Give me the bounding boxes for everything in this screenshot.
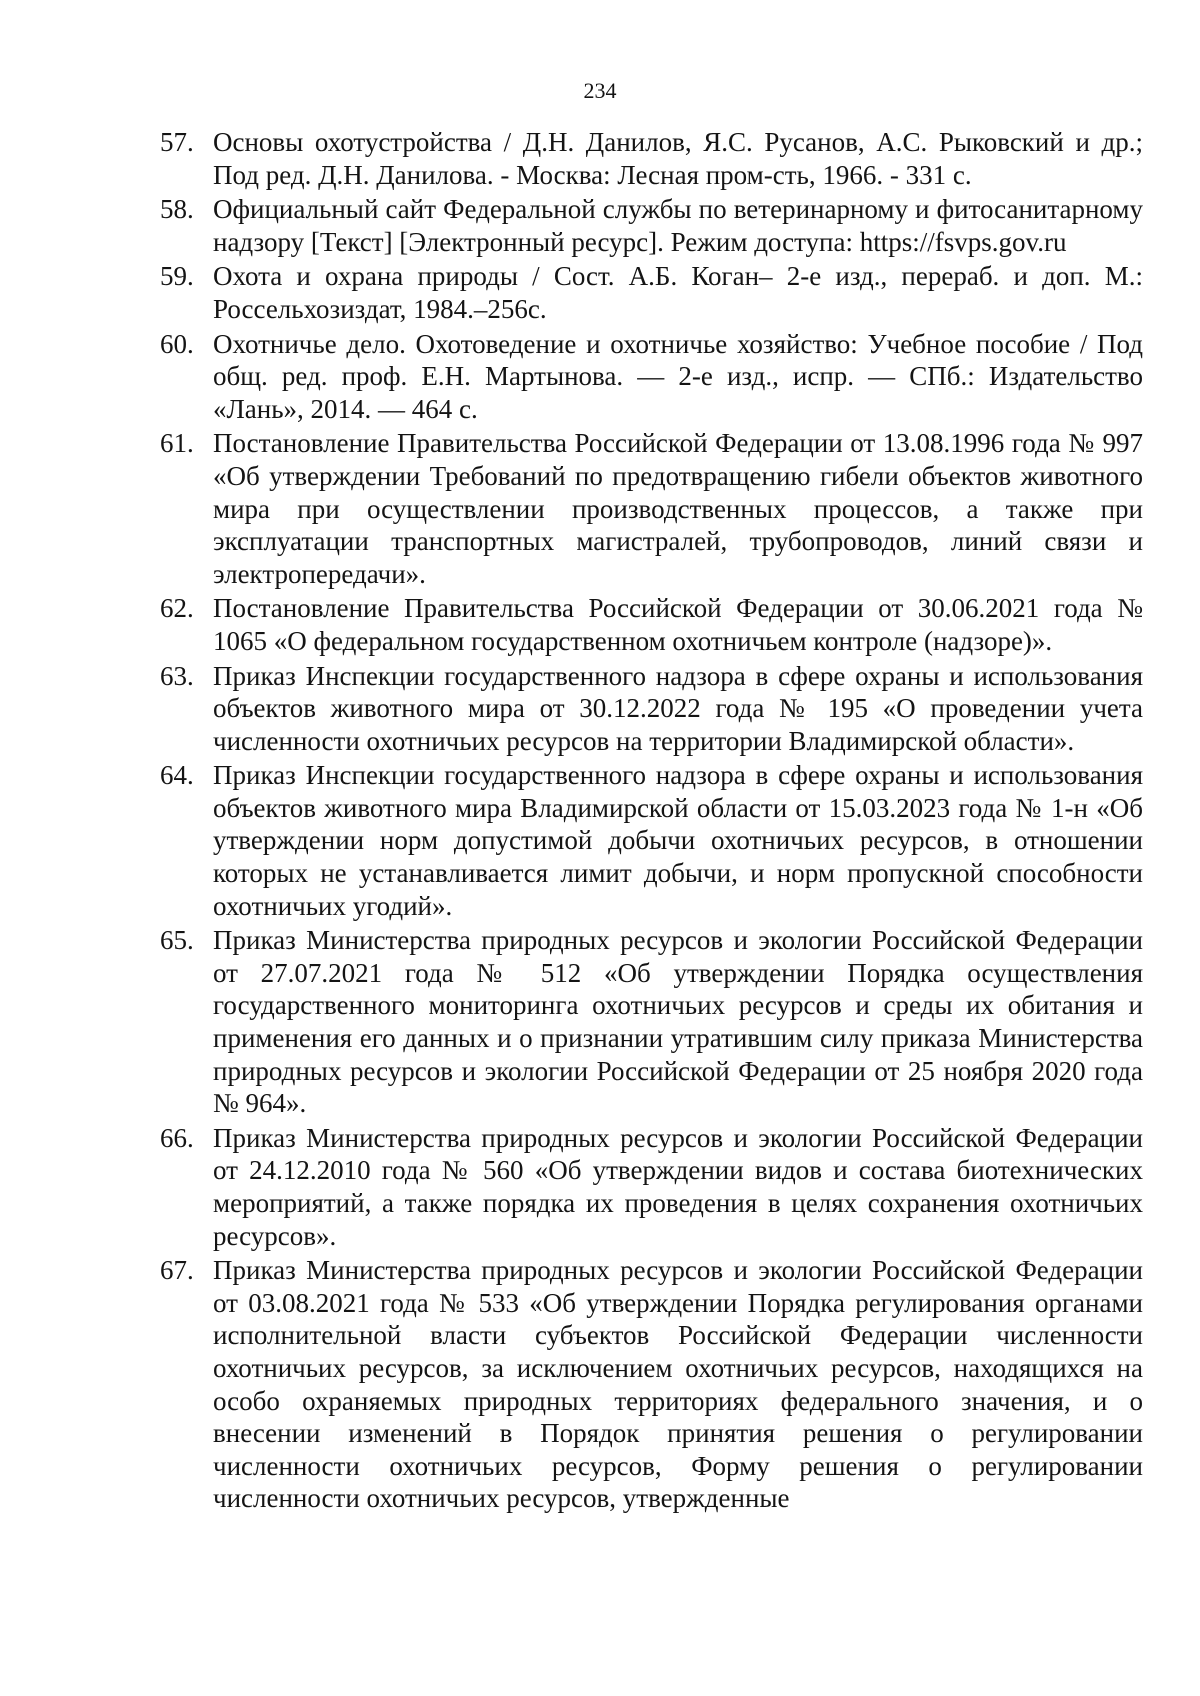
reference-item bbox=[0, 193, 1143, 258]
reference-number: 57. bbox=[160, 127, 194, 157]
reference-item bbox=[0, 924, 1143, 1120]
reference-number: 61. bbox=[160, 428, 194, 459]
reference-text: Основы охотустройства / Д.Н. Данилов, Я.С. Русанов, А.С. Рыковский и др.; Под ред. Д.Н. Данилова. - Москва: Лесная пром-сть, 1966. - 331 с. bbox=[213, 127, 1143, 190]
reference-text: Охотничье дело. Охотоведение и охотничье хозяйство: Учебное пособие / Под общ. ред. проф. Е.Н. Мартынова. — 2-е изд., испр. — СПб.: Издательство «Лань», 2014. — 464 с. bbox=[213, 328, 1143, 424]
reference-list bbox=[0, 126, 1200, 1517]
reference-text: Приказ Министерства природных ресурсов и экологии Российской Федерации от 24.12.2010 года № 560 «Об утверждении видов и состава биотехнических мероприятий, а также порядка их проведения в целях сохранения охотничьих ресурсов». bbox=[213, 1122, 1143, 1251]
reference-number: 66. bbox=[160, 1122, 194, 1153]
reference-text: Приказ Министерства природных ресурсов и экологии Российской Федерации от 27.07.2021 года № 512 «Об утверждении Порядка осуществления государственного мониторинга охотничьих ресурсов и среды их обитания и применения его данных и о признании утратившим силу приказа Министерства природных ресурсов и экологии Российской Федерации от 25 ноября 2020 года № 964». bbox=[213, 925, 1143, 1119]
reference-number: 64. bbox=[160, 760, 194, 791]
reference-number: 63. bbox=[160, 660, 194, 691]
reference-text: Охота и охрана природы / Сост. А.Б. Коган– 2-е изд., перераб. и доп. М.: Россельхозиздат, 1984.–256с. bbox=[213, 261, 1143, 324]
reference-item bbox=[0, 260, 1143, 325]
reference-text: Приказ Инспекции государственного надзора в сфере охраны и использования объектов животного мира от 30.12.2022 года № 195 «О проведении учета численности охотничьих ресурсов на территории Владимирской области». bbox=[213, 660, 1143, 756]
reference-item bbox=[0, 759, 1143, 922]
reference-item bbox=[0, 427, 1143, 590]
reference-number: 67. bbox=[160, 1255, 194, 1286]
page-number: 234 bbox=[583, 78, 617, 103]
reference-number: 59. bbox=[160, 261, 194, 292]
reference-item bbox=[0, 592, 1143, 657]
reference-number: 58. bbox=[160, 194, 194, 225]
reference-item bbox=[0, 328, 1143, 426]
reference-text: Приказ Министерства природных ресурсов и экологии Российской Федерации от 03.08.2021 года № 533 «Об утверждении Порядка регулирования органами исполнительной власти субъектов Российской Федерации численности охотничьих ресурсов, за исключением охотничьих ресурсов, находящихся на особо охраняемых природных территориях федерального значения, и о внесении изменений в Порядок принятия решения о регулировании численности охотничьих ресурсов, Форму решения о регулировании численности охотничьих ресурсов, утвержденные bbox=[213, 1255, 1143, 1514]
reference-item bbox=[0, 1122, 1143, 1252]
reference-text: Официальный сайт Федеральной службы по ветеринарному и фитосанитарному надзору [Текст] [Электронный ресурс]. Режим доступа: https://fsvps.gov.ru bbox=[213, 194, 1143, 257]
reference-text: Постановление Правительства Российской Федерации от 30.06.2021 года № 1065 «О федеральном государственном охотничьем контроле (надзоре)». bbox=[213, 593, 1143, 656]
reference-number: 65. bbox=[160, 925, 194, 956]
reference-item bbox=[0, 660, 1143, 758]
reference-number: 62. bbox=[160, 593, 194, 624]
reference-item bbox=[0, 126, 1143, 191]
reference-item bbox=[0, 1254, 1143, 1515]
reference-number: 60. bbox=[160, 328, 194, 359]
reference-text: Приказ Инспекции государственного надзора в сфере охраны и использования объектов животного мира Владимирской области от 15.03.2023 года № 1-н «Об утверждении норм допустимой добычи охотничьих ресурсов, в отношении которых не устанавливается лимит добычи, и норм пропускной способности охотничьих угодий». bbox=[213, 760, 1143, 921]
reference-text: Постановление Правительства Российской Федерации от 13.08.1996 года № 997 «Об утверждении Требований по предотвращению гибели объектов животного мира при осуществлении производственных процессов, а также при эксплуатации транспортных магистралей, трубопроводов, линий связи и электропередачи». bbox=[213, 428, 1143, 589]
